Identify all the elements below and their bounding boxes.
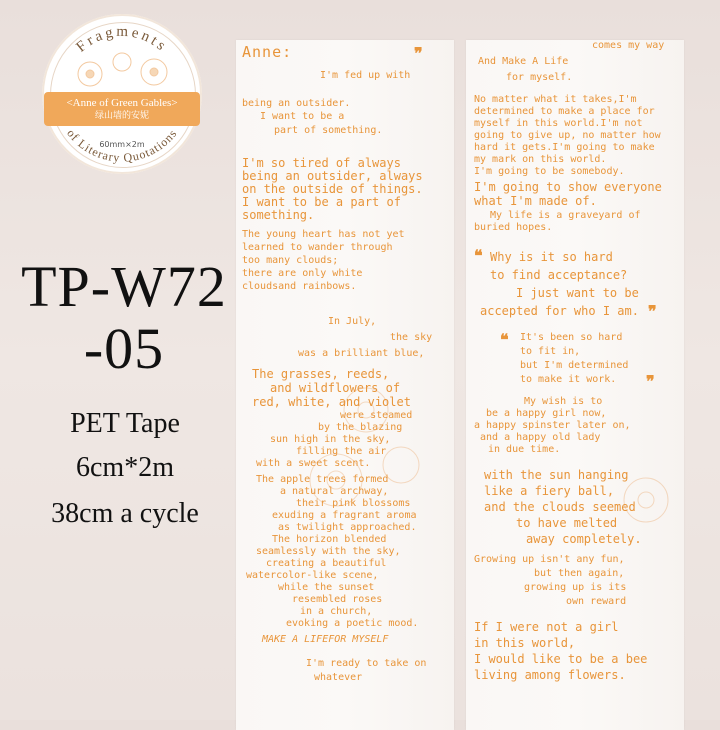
badge-series-label bbox=[44, 92, 200, 126]
text-line: buried hopes. bbox=[474, 222, 553, 233]
text-line: sun high in the sky, bbox=[270, 434, 391, 445]
text-line: Growing up isn't any fun, bbox=[474, 554, 625, 565]
text-line: being an outsider, always bbox=[242, 169, 423, 183]
text-line: on the outside of things. bbox=[242, 182, 423, 196]
text-line: The grasses, reeds, bbox=[252, 367, 390, 381]
text-line: like a fiery ball, bbox=[484, 484, 615, 498]
text-line: be a happy girl now, bbox=[486, 408, 607, 419]
text-line: My life is a graveyard of bbox=[490, 210, 641, 221]
text-line: to fit in, bbox=[520, 346, 581, 357]
text-line: with the sun hanging bbox=[484, 468, 629, 482]
text-line: growing up is its bbox=[524, 582, 627, 593]
text-line: evoking a poetic mood. bbox=[286, 618, 419, 629]
text-line: I'm fed up with bbox=[320, 70, 411, 81]
text-line: and a happy old lady bbox=[480, 432, 601, 443]
text-line: creating a beautiful bbox=[266, 558, 387, 569]
text-line: something. bbox=[242, 208, 315, 222]
text-line: to have melted bbox=[516, 516, 618, 530]
spec-dimensions: 6cm*2m bbox=[76, 452, 174, 483]
text-line: a natural archway, bbox=[280, 486, 389, 497]
text-line: accepted for who I am. bbox=[480, 304, 639, 318]
spec-cycle: 38cm a cycle bbox=[51, 498, 199, 529]
badge-series-title: <Anne of Green Gables> bbox=[66, 96, 178, 109]
text-line: resembled roses bbox=[292, 594, 383, 605]
text-line: were steamed bbox=[340, 410, 413, 421]
text-line: own reward bbox=[566, 596, 627, 607]
strip-title: Anne: bbox=[242, 43, 293, 61]
text-line: In July, bbox=[328, 316, 377, 327]
text-line: to make it work. bbox=[520, 374, 617, 385]
badge-series-cn: 绿山墙的安妮 bbox=[94, 110, 149, 121]
text-line: I just want to be bbox=[516, 286, 639, 300]
text-line: my mark on this world. bbox=[474, 154, 607, 165]
text-line: a happy spinster later on, bbox=[474, 420, 631, 431]
text-line: to find acceptance? bbox=[490, 268, 628, 282]
text-line: I want to be a bbox=[260, 111, 345, 122]
text-line: in a church, bbox=[300, 606, 373, 617]
text-line: learned to wander through bbox=[242, 242, 393, 253]
text-line: in this world, bbox=[474, 636, 576, 650]
text-line: and the clouds seemed bbox=[484, 500, 636, 514]
quote-mark-icon: ❞ bbox=[646, 372, 655, 391]
text-line: whatever bbox=[314, 672, 363, 683]
text-line: myself in this world.I'm not bbox=[474, 118, 643, 129]
text-line: seamlessly with the sky, bbox=[256, 546, 401, 557]
quote-mark-icon: ❞ bbox=[648, 302, 657, 321]
text-line: filling the air bbox=[296, 446, 387, 457]
text-line: their pink blossoms bbox=[296, 498, 411, 509]
text-line: and wildflowers of bbox=[270, 381, 401, 395]
quote-mark-icon: ❝ bbox=[474, 246, 483, 265]
text-line: exuding a fragrant aroma bbox=[272, 510, 417, 521]
spec-material: PET Tape bbox=[70, 408, 180, 439]
text-line: living among flowers. bbox=[474, 668, 626, 682]
quote-mark-icon: ❞ bbox=[414, 44, 423, 63]
text-line: red, white, and violet bbox=[252, 395, 411, 409]
text-line: I'm going to be somebody. bbox=[474, 166, 625, 177]
text-line: And Make A Life bbox=[478, 56, 569, 67]
text-line: MAKE A LIFEFOR MYSELF bbox=[262, 634, 389, 645]
text-line: by the blazing bbox=[318, 422, 403, 433]
text-line: I'm going to show everyone bbox=[474, 180, 662, 194]
text-line: as twilight approached. bbox=[278, 522, 417, 533]
text-line: The horizon blended bbox=[272, 534, 387, 545]
text-line: I'm ready to take on bbox=[306, 658, 427, 669]
text-line: with a sweet scent. bbox=[256, 458, 371, 469]
text-line: too many clouds; bbox=[242, 255, 339, 266]
text-line: for myself. bbox=[506, 72, 573, 83]
tape-strip-right bbox=[466, 40, 684, 730]
text-line: part of something. bbox=[274, 125, 383, 136]
text-line: hard it gets.I'm going to make bbox=[474, 142, 655, 153]
text-line: there are only white bbox=[242, 268, 363, 279]
svg-text:Fragments bbox=[73, 24, 170, 56]
text-line: away completely. bbox=[526, 532, 642, 546]
product-code-line2: -05 bbox=[83, 316, 165, 381]
badge-top-text: Fragments bbox=[73, 23, 171, 56]
product-code bbox=[16, 256, 232, 380]
text-line: while the sunset bbox=[278, 582, 375, 593]
quote-mark-icon: ❝ bbox=[500, 330, 509, 349]
text-line: but then again, bbox=[534, 568, 625, 579]
badge-bottom-text: of Literary Quotations bbox=[64, 126, 180, 165]
text-line: cloudsand rainbows. bbox=[242, 281, 357, 292]
text-line: determined to make a place for bbox=[474, 106, 655, 117]
text-line: Why is it so hard bbox=[490, 250, 613, 264]
text-line: I'm so tired of always bbox=[242, 156, 401, 170]
badge-size: 60mm×2m bbox=[99, 140, 145, 149]
text-line: but I'm determined bbox=[520, 360, 629, 371]
text-line: The young heart has not yet bbox=[242, 229, 405, 240]
text-line: It's been so hard bbox=[520, 332, 623, 343]
text-line: comes my way bbox=[592, 40, 665, 51]
text-line: the sky bbox=[390, 332, 433, 343]
text-line: going to give up, no matter how bbox=[474, 130, 661, 141]
text-line: in due time. bbox=[488, 444, 561, 455]
product-code-line1: TP-W72 bbox=[21, 254, 227, 319]
text-line: I would like to be a bee bbox=[474, 652, 648, 666]
product-badge bbox=[42, 14, 202, 174]
text-line: The apple trees formed bbox=[256, 474, 389, 485]
text-line: watercolor-like scene, bbox=[246, 570, 379, 581]
text-line: No matter what it takes,I'm bbox=[474, 94, 637, 105]
text-line: being an outsider. bbox=[242, 98, 351, 109]
text-line: My wish is to bbox=[524, 396, 603, 407]
text-line: was a brilliant blue, bbox=[298, 348, 425, 359]
text-line: I want to be a part of bbox=[242, 195, 401, 209]
text-line: what I'm made of. bbox=[474, 194, 597, 208]
tape-strip-left bbox=[236, 40, 454, 730]
text-line: If I were not a girl bbox=[474, 620, 619, 634]
